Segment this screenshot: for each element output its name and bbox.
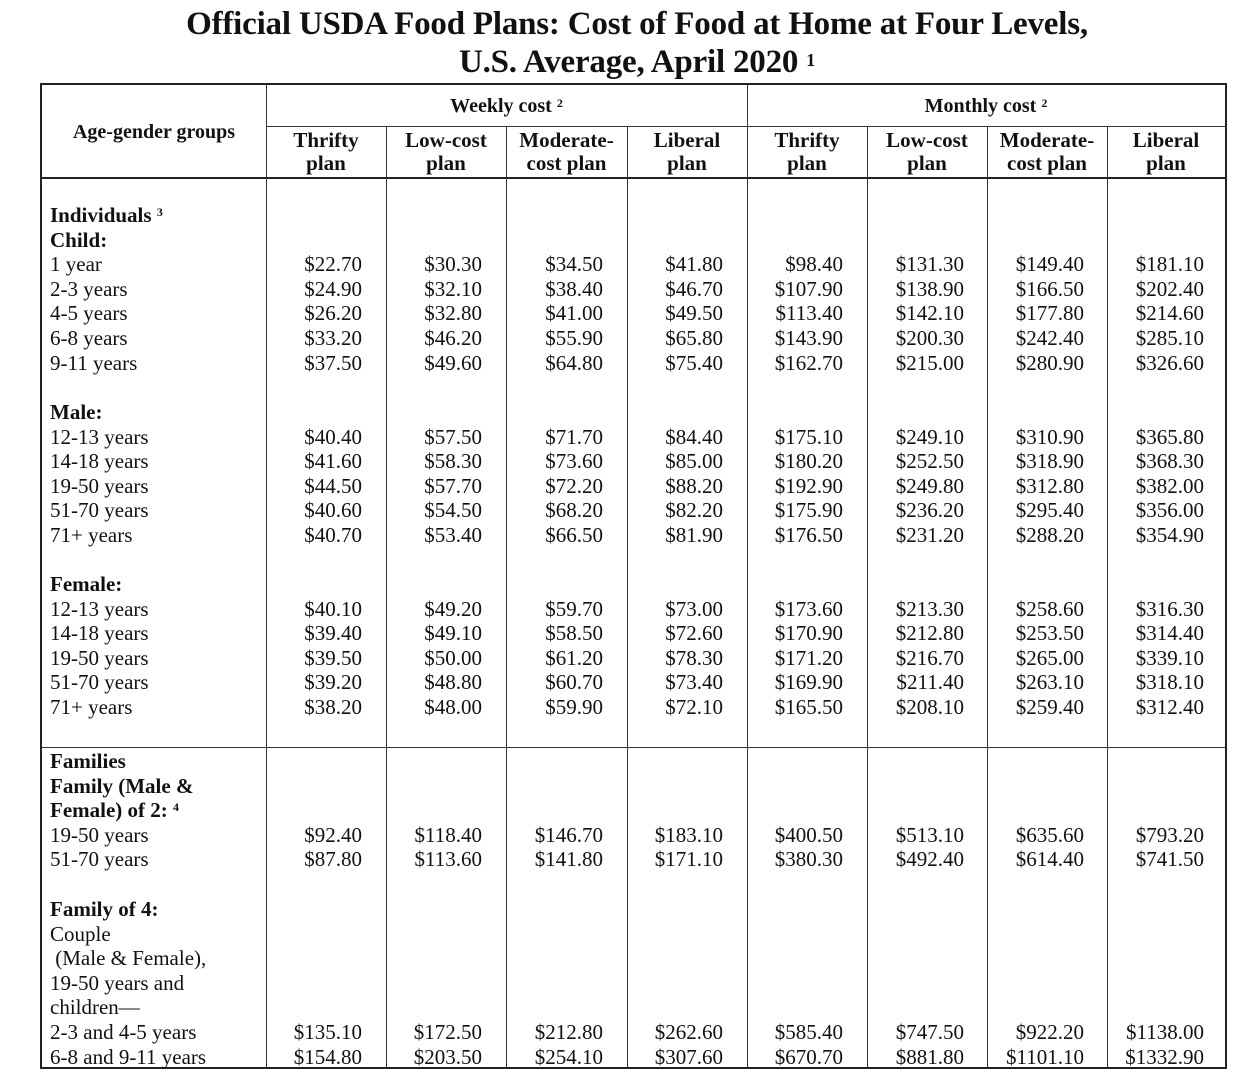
cost-cell: $75.40 [665, 350, 723, 375]
row-label-child: 1 year [50, 252, 102, 277]
cost-cell: $169.90 [774, 670, 843, 695]
document-title-line-1: Official USDA Food Plans: Cost of Food at Home at Four Levels, [186, 6, 1088, 42]
cost-cell: $166.50 [1015, 276, 1084, 301]
plan-column-header-line: plan [1146, 151, 1186, 175]
cost-cell: $68.20 [545, 498, 603, 523]
cost-cell: $57.50 [424, 424, 482, 449]
plan-column-header [266, 129, 386, 175]
family-of-4-desc-line: 19-50 years and [50, 970, 185, 995]
monthly-cost-header [747, 95, 1225, 118]
grid-line [1107, 127, 1108, 1067]
row-label-family4: 6-8 and 9-11 years [50, 1044, 207, 1069]
cost-cell: $46.70 [665, 276, 723, 301]
cost-cell: $64.80 [545, 350, 603, 375]
families-section-label: Families [50, 749, 126, 773]
cost-cell: $87.80 [304, 847, 362, 872]
plan-column-header-line: Low-cost [405, 128, 487, 152]
monthly-cost-footnote: 2 [1041, 96, 1048, 110]
cost-cell: $180.20 [774, 449, 843, 474]
grid-line [867, 127, 868, 1067]
cost-cell: $192.90 [774, 473, 843, 498]
cost-cell: $177.80 [1015, 301, 1084, 326]
cost-cell: $107.90 [774, 276, 843, 301]
grid-line [987, 127, 988, 1067]
cost-cell: $312.40 [1135, 695, 1204, 719]
row-label-female: 51-70 years [50, 670, 149, 695]
grid-line-families-divider [42, 747, 1225, 748]
cost-cell: $170.90 [774, 621, 843, 646]
cost-cell: $318.90 [1015, 449, 1084, 474]
row-label-female: 14-18 years [50, 621, 149, 646]
cost-cell: $57.70 [424, 473, 482, 498]
cost-cell: $39.50 [304, 645, 362, 670]
plan-column-header-line: plan [426, 151, 466, 175]
row-label-child: 9-11 years [50, 350, 138, 375]
cost-cell: $307.60 [654, 1044, 723, 1069]
cost-cell: $203.50 [413, 1044, 482, 1069]
grid-line-group-header [266, 126, 1225, 127]
plan-column-header-line: Thrifty [293, 128, 359, 152]
cost-cell: $236.20 [895, 498, 964, 523]
cost-cell: $172.50 [413, 1020, 482, 1044]
individuals-label: Individuals [50, 203, 152, 227]
plan-column-header-line: plan [306, 151, 346, 175]
cost-cell: $254.10 [534, 1044, 603, 1069]
cost-cell: $326.60 [1135, 350, 1204, 375]
cost-cell: $585.40 [774, 1020, 843, 1044]
family-of-4-desc-line: children— [50, 995, 140, 1020]
row-label-male: 12-13 years [50, 424, 149, 449]
document-title-text: U.S. Average, April 2020 [458, 44, 799, 80]
cost-cell: $259.40 [1015, 695, 1084, 719]
row-label-family2: 19-50 years [50, 822, 149, 847]
document-title-line-2 [0, 44, 1240, 80]
cost-cell: $59.90 [545, 695, 603, 719]
cost-cell: $61.20 [545, 645, 603, 670]
plan-column-header [867, 129, 987, 175]
cost-cell: $400.50 [774, 822, 843, 847]
cost-cell: $249.10 [895, 424, 964, 449]
family-of-2-footnote: 4 [173, 800, 180, 815]
grid-line-weekly-monthly-divider [747, 85, 748, 1067]
weekly-cost-label: Weekly cost [450, 95, 552, 117]
grid-line [506, 127, 507, 1067]
cost-cell: $113.60 [414, 847, 482, 872]
food-cost-table [40, 83, 1227, 1069]
family-of-4-desc-line: (Male & Female), [50, 946, 207, 971]
grid-line [627, 127, 628, 1067]
cost-cell: $318.10 [1135, 670, 1204, 695]
cost-cell: $183.10 [654, 822, 723, 847]
grid-line-header-bottom [42, 177, 1225, 179]
cost-cell: $54.50 [424, 498, 482, 523]
cost-cell: $81.90 [665, 523, 723, 547]
row-label-family4: 2-3 and 4-5 years [50, 1020, 197, 1044]
cost-cell: $176.50 [774, 523, 843, 547]
plan-column-header-line: Liberal [653, 128, 721, 152]
cost-cell: $922.20 [1015, 1020, 1084, 1044]
cost-cell: $214.60 [1135, 301, 1204, 326]
plan-column-header-line: Moderate- [519, 128, 614, 152]
family-of-2-label-line-1: Family (Male & [50, 773, 194, 798]
cost-cell: $173.60 [774, 596, 843, 621]
row-label-female: 71+ years [50, 695, 133, 719]
cost-cell: $58.50 [545, 621, 603, 646]
cost-cell: $382.00 [1135, 473, 1204, 498]
cost-cell: $131.30 [895, 252, 964, 277]
cost-cell: $39.40 [304, 621, 362, 646]
cost-cell: $212.80 [534, 1020, 603, 1044]
cost-cell: $171.10 [654, 847, 723, 872]
row-label-female: 19-50 years [50, 645, 149, 670]
cost-cell: $793.20 [1135, 822, 1204, 847]
cost-cell: $171.20 [774, 645, 843, 670]
cost-cell: $78.30 [665, 645, 723, 670]
cost-cell: $202.40 [1135, 276, 1204, 301]
row-label-family2: 51-70 years [50, 847, 149, 872]
female-section-label: Female: [50, 572, 123, 596]
cost-cell: $1332.90 [1125, 1044, 1204, 1069]
plan-column-header-line: plan [787, 151, 827, 175]
cost-cell: $49.10 [424, 621, 482, 646]
cost-cell: $59.70 [545, 596, 603, 621]
cost-cell: $46.20 [424, 326, 482, 350]
cost-cell: $50.00 [424, 645, 482, 670]
cost-cell: $34.50 [545, 252, 603, 277]
child-section-label: Child: [50, 227, 108, 252]
cost-cell: $215.00 [895, 350, 964, 375]
cost-cell: $365.80 [1135, 424, 1204, 449]
plan-column-header-line: Low-cost [886, 128, 968, 152]
cost-cell: $60.70 [545, 670, 603, 695]
cost-cell: $48.00 [424, 695, 482, 719]
family-of-2-label-line-2 [50, 798, 179, 823]
cost-cell: $285.10 [1135, 326, 1204, 350]
cost-cell: $26.20 [304, 301, 362, 326]
plan-column-header-line: plan [907, 151, 947, 175]
cost-cell: $38.40 [545, 276, 603, 301]
plan-column-header-line: cost plan [526, 151, 607, 175]
cost-cell: $71.70 [545, 424, 603, 449]
title-footnote-marker: 1 [806, 50, 816, 70]
cost-cell: $33.20 [304, 326, 362, 350]
cost-cell: $41.80 [665, 252, 723, 277]
cost-cell: $48.80 [424, 670, 482, 695]
cost-cell: $40.10 [304, 596, 362, 621]
cost-cell: $53.40 [424, 523, 482, 547]
row-label-female: 12-13 years [50, 596, 149, 621]
cost-cell: $295.40 [1015, 498, 1084, 523]
cost-cell: $85.00 [665, 449, 723, 474]
cost-cell: $262.60 [654, 1020, 723, 1044]
cost-cell: $670.70 [774, 1044, 843, 1069]
cost-cell: $208.10 [895, 695, 964, 719]
cost-cell: $65.80 [665, 326, 723, 350]
cost-cell: $316.30 [1135, 596, 1204, 621]
plan-column-header-line: Liberal [1132, 128, 1200, 152]
cost-cell: $141.80 [534, 847, 603, 872]
cost-cell: $73.60 [545, 449, 603, 474]
cost-cell: $380.30 [774, 847, 843, 872]
plan-column-header [1107, 129, 1225, 175]
cost-cell: $231.20 [895, 523, 964, 547]
cost-cell: $49.60 [424, 350, 482, 375]
cost-cell: $58.30 [424, 449, 482, 474]
cost-cell: $40.70 [304, 523, 362, 547]
cost-cell: $288.20 [1015, 523, 1084, 547]
plan-column-header-line: Thrifty [774, 128, 840, 152]
plan-column-header [627, 129, 747, 175]
cost-cell: $66.50 [545, 523, 603, 547]
cost-cell: $356.00 [1135, 498, 1204, 523]
cost-cell: $635.60 [1015, 822, 1084, 847]
cost-cell: $146.70 [534, 822, 603, 847]
grid-line-label-divider [266, 85, 267, 1067]
cost-cell: $354.90 [1135, 523, 1204, 547]
cost-cell: $312.80 [1015, 473, 1084, 498]
cost-cell: $310.90 [1015, 424, 1084, 449]
row-label-child: 6-8 years [50, 326, 128, 350]
plan-column-header [506, 129, 627, 175]
cost-cell: $265.00 [1015, 645, 1084, 670]
plan-column-header-line: cost plan [1007, 151, 1087, 175]
family-of-4-desc-line: Couple [50, 921, 111, 946]
cost-cell: $24.90 [304, 276, 362, 301]
row-label-male: 19-50 years [50, 473, 149, 498]
cost-cell: $263.10 [1015, 670, 1084, 695]
cost-cell: $747.50 [895, 1020, 964, 1044]
individuals-section-label [50, 203, 163, 228]
cost-cell: $37.50 [304, 350, 362, 375]
cost-cell: $82.20 [665, 498, 723, 523]
cost-cell: $72.20 [545, 473, 603, 498]
plan-column-header [386, 129, 506, 175]
cost-cell: $88.20 [665, 473, 723, 498]
cost-cell: $142.10 [895, 301, 964, 326]
cost-cell: $253.50 [1015, 621, 1084, 646]
cost-cell: $339.10 [1135, 645, 1204, 670]
row-label-male: 14-18 years [50, 449, 149, 474]
family-of-4-section-label: Family of 4: [50, 897, 159, 921]
cost-cell: $614.40 [1015, 847, 1084, 872]
grid-line [386, 127, 387, 1067]
cost-cell: $38.20 [304, 695, 362, 719]
cost-cell: $1101.10 [1006, 1044, 1084, 1069]
cost-cell: $513.10 [895, 822, 964, 847]
cost-cell: $143.90 [774, 326, 843, 350]
cost-cell: $200.30 [895, 326, 964, 350]
cost-cell: $1138.00 [1126, 1020, 1204, 1044]
cost-cell: $49.50 [665, 301, 723, 326]
plan-column-header-line: Moderate- [999, 128, 1095, 152]
cost-cell: $55.90 [545, 326, 603, 350]
cost-cell: $741.50 [1135, 847, 1204, 872]
cost-cell: $118.40 [414, 822, 482, 847]
row-label-child: 4-5 years [50, 301, 128, 326]
cost-cell: $98.40 [785, 252, 843, 277]
cost-cell: $149.40 [1015, 252, 1084, 277]
cost-cell: $32.10 [424, 276, 482, 301]
weekly-cost-header [266, 95, 747, 118]
cost-cell: $138.90 [895, 276, 964, 301]
row-label-male: 51-70 years [50, 498, 149, 523]
cost-cell: $314.40 [1135, 621, 1204, 646]
plan-column-header [747, 129, 867, 175]
cost-cell: $72.60 [665, 621, 723, 646]
cost-cell: $22.70 [304, 252, 362, 277]
cost-cell: $40.40 [304, 424, 362, 449]
cost-cell: $41.60 [304, 449, 362, 474]
cost-cell: $73.00 [665, 596, 723, 621]
cost-cell: $242.40 [1015, 326, 1084, 350]
cost-cell: $165.50 [774, 695, 843, 719]
cost-cell: $154.80 [293, 1044, 362, 1069]
cost-cell: $492.40 [895, 847, 964, 872]
cost-cell: $175.90 [774, 498, 843, 523]
male-section-label: Male: [50, 400, 103, 424]
cost-cell: $162.70 [774, 350, 843, 375]
cost-cell: $72.10 [665, 695, 723, 719]
cost-cell: $368.30 [1135, 449, 1204, 474]
cost-cell: $258.60 [1015, 596, 1084, 621]
cost-cell: $212.80 [895, 621, 964, 646]
cost-cell: $49.20 [424, 596, 482, 621]
cost-cell: $41.00 [545, 301, 603, 326]
cost-cell: $181.10 [1135, 252, 1204, 277]
row-label-child: 2-3 years [50, 276, 128, 301]
family-of-2-label-text: Female) of 2: [50, 798, 168, 823]
cost-cell: $252.50 [895, 449, 964, 474]
plan-column-header-line: plan [667, 151, 707, 175]
cost-cell: $92.40 [304, 822, 362, 847]
cost-cell: $175.10 [774, 424, 843, 449]
cost-cell: $44.50 [304, 473, 362, 498]
cost-cell: $32.80 [424, 301, 482, 326]
cost-cell: $881.80 [895, 1044, 964, 1069]
plan-column-header [987, 129, 1107, 175]
cost-cell: $113.40 [775, 301, 843, 326]
cost-cell: $39.20 [304, 670, 362, 695]
weekly-cost-footnote: 2 [556, 96, 563, 110]
individuals-footnote: 3 [156, 205, 163, 219]
cost-cell: $213.30 [895, 596, 964, 621]
cost-cell: $30.30 [424, 252, 482, 277]
cost-cell: $40.60 [304, 498, 362, 523]
age-gender-groups-header: Age-gender groups [72, 121, 236, 143]
cost-cell: $135.10 [293, 1020, 362, 1044]
cost-cell: $211.40 [896, 670, 964, 695]
monthly-cost-label: Monthly cost [924, 95, 1037, 117]
cost-cell: $216.70 [895, 645, 964, 670]
cost-cell: $73.40 [665, 670, 723, 695]
cost-cell: $249.80 [895, 473, 964, 498]
cost-cell: $84.40 [665, 424, 723, 449]
cost-cell: $280.90 [1015, 350, 1084, 375]
row-label-male: 71+ years [50, 523, 133, 547]
